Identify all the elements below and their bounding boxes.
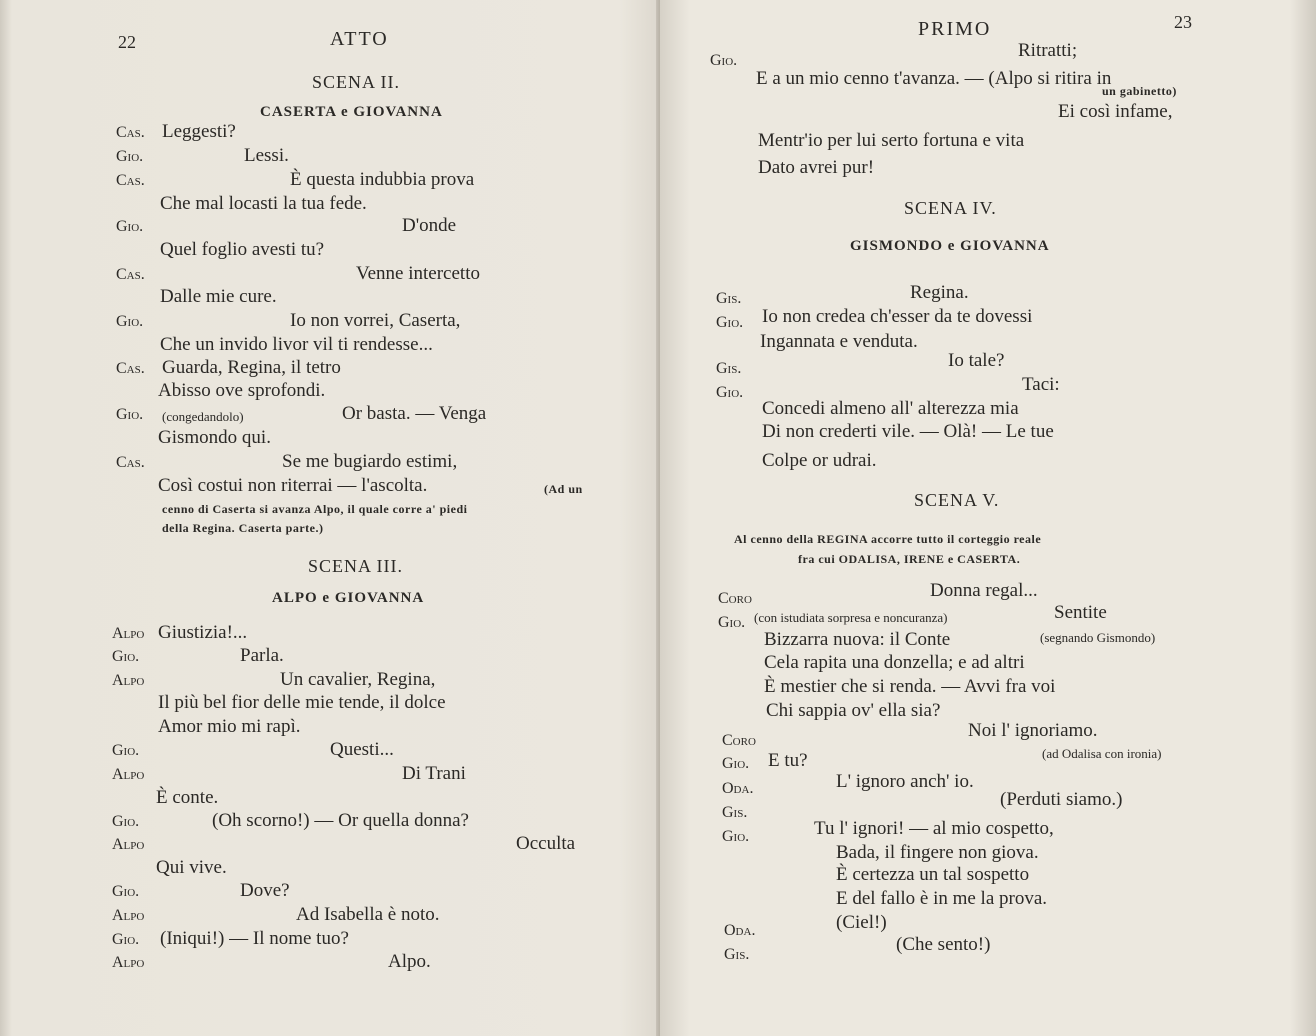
scene-title: SCENA II. [312,72,401,92]
dialogue-line: Dove? [240,880,290,901]
dialogue-line: È conte. [156,787,219,808]
dialogue-line: Di Trani [402,763,466,784]
dialogue-line: Abisso ove sprofondi. [158,380,326,401]
dialogue-line: Io non vorrei, Caserta, [290,310,461,331]
dialogue-line: Cela rapita una donzella; e ad altri [764,652,1025,673]
speaker: Alpo [112,836,145,853]
scene-title: SCENA III. [308,556,403,576]
dialogue-line: Noi l' ignoriamo. [968,720,1098,741]
speaker: Gio. [722,828,750,845]
dialogue-line: Ritratti; [1018,40,1078,61]
dialogue-line: Alpo. [388,951,431,972]
speaker: Alpo [112,625,145,642]
scene-characters: GISMONDO e GIOVANNA [850,238,1050,254]
dialogue-line: È mestier che si renda. — Avvi fra voi [764,676,1056,697]
dialogue-line: Così costui non riterrai — l'ascolta. [158,475,428,496]
dialogue-line: Il più bel fior delle mie tende, il dolce [158,692,446,713]
dialogue-line: Io tale? [948,350,1005,371]
speaker: Alpo [112,672,145,689]
speaker: Gis. [716,360,742,377]
speaker: Cas. [116,266,145,283]
dialogue-line: (Perduti siamo.) [1000,789,1123,810]
dialogue-line: (Ciel!) [836,912,887,933]
dialogue-line: Regina. [910,282,969,303]
speaker: Gio. [716,384,744,401]
dialogue-line: Giustizia!... [158,622,248,643]
speaker: Coro [718,590,752,607]
stage-direction: un gabinetto) [1102,84,1177,98]
dialogue-line: Che mal locasti la tua fede. [160,193,367,214]
dialogue-line: (Oh scorno!) — Or quella donna? [212,810,469,831]
speaker: Gio. [112,648,140,665]
dialogue-line: Che un invido livor vil ti rendesse... [160,334,433,355]
speaker: Gio. [112,931,140,948]
page-number-right: 23 [1174,12,1192,32]
speaker: Gio. [710,52,738,69]
right-page [660,0,1316,1036]
stage-direction: (Ad un [544,482,583,496]
dialogue-line: Concedi almeno all' alterezza mia [762,398,1019,419]
stage-direction: cenno di Caserta si avanza Alpo, il quale corre a' piedi [162,502,468,516]
stage-direction: (congedandolo) [162,409,244,424]
speaker: Alpo [112,766,145,783]
dialogue-line: Bizzarra nuova: il Conte [764,629,951,650]
stage-direction: della Regina. Caserta parte.) [162,521,324,535]
scene-characters: ALPO e GIOVANNA [272,590,425,606]
speaker: Gio. [112,742,140,759]
dialogue-line: (Iniqui!) — Il nome tuo? [160,928,349,949]
speaker: Cas. [116,360,145,377]
dialogue-line: Tu l' ignori! — al mio cospetto, [814,818,1054,839]
dialogue-line: Lessi. [244,145,289,166]
dialogue-line: Gismondo qui. [158,427,271,448]
speaker: Gio. [722,755,750,772]
dialogue-line: Or basta. — Venga [342,403,487,424]
dialogue-line: L' ignoro anch' io. [836,771,974,792]
dialogue-line: Dato avrei pur! [758,157,875,178]
dialogue-line: Mentr'io per lui serto fortuna e vita [758,130,1025,151]
dialogue-line: È certezza un tal sospetto [836,864,1030,885]
speaker: Gio. [112,813,140,830]
dialogue-line: Sentite [1054,602,1107,623]
dialogue-line: D'onde [402,215,457,236]
scene-title: SCENA V. [914,490,1000,510]
scene-characters: CASERTA e GIOVANNA [260,104,443,120]
speaker: Coro [722,732,756,749]
dialogue-line: (Che sento!) [896,934,991,955]
dialogue-line: Taci: [1022,374,1060,395]
dialogue-line: Di non crederti vile. — Olà! — Le tue [762,421,1054,442]
running-head-right: PRIMO [918,18,992,40]
dialogue-line: È questa indubbia prova [290,169,475,190]
dialogue-line: Amor mio mi rapì. [158,716,301,737]
stage-direction: Al cenno della REGINA accorre tutto il corteggio reale [734,532,1042,546]
speaker: Gio. [116,218,144,235]
dialogue-line: Se me bugiardo estimi, [282,451,458,472]
dialogue-line: Quel foglio avesti tu? [160,239,325,260]
speaker: Alpo [112,907,145,924]
running-head-left: ATTO [330,28,389,50]
speaker: Gio. [116,313,144,330]
stage-direction: (ad Odalisa con ironia) [1042,746,1162,761]
dialogue-line: E del fallo è in me la prova. [836,888,1048,909]
dialogue-line: Questi... [330,739,394,760]
dialogue-line: Ad Isabella è noto. [296,904,440,925]
dialogue-line: Leggesti? [162,121,236,142]
stage-direction: (con istudiata sorpresa e noncuranza) [754,610,948,625]
speaker: Gio. [116,406,144,423]
speaker: Alpo [112,954,145,971]
dialogue-line: Bada, il fingere non giova. [836,842,1039,863]
dialogue-line: Guarda, Regina, il tetro [162,357,341,378]
speaker: Gis. [724,946,750,963]
speaker: Oda. [722,780,754,797]
stage-direction: (segnando Gismondo) [1040,630,1156,645]
dialogue-line: Donna regal... [930,580,1038,601]
page-number-left: 22 [118,32,136,52]
speaker: Gis. [722,804,748,821]
dialogue-line: Occulta [516,833,576,854]
stage-direction: fra cui ODALISA, IRENE e CASERTA. [798,552,1021,566]
speaker: Gis. [716,290,742,307]
dialogue-line: Dalle mie cure. [160,286,277,307]
speaker: Cas. [116,454,145,471]
speaker: Oda. [724,922,756,939]
dialogue-line: Venne intercetto [356,263,480,284]
dialogue-line: Ei così infame, [1058,101,1173,122]
dialogue-line: Un cavalier, Regina, [280,669,436,690]
dialogue-line: E tu? [768,750,808,771]
dialogue-line: Parla. [240,645,284,666]
speaker: Gio. [112,883,140,900]
dialogue-line: Ingannata e venduta. [760,331,918,352]
dialogue-line: Io non credea ch'esser da te dovessi [762,306,1033,327]
speaker: Gio. [116,148,144,165]
speaker: Cas. [116,124,145,141]
dialogue-line: E a un mio cenno t'avanza. — (Alpo si ritira in [756,68,1112,89]
speaker: Gio. [718,614,746,631]
scene-title: SCENA IV. [904,198,997,218]
dialogue-line: Qui vive. [156,857,227,878]
dialogue-line: Colpe or udrai. [762,450,877,471]
dialogue-line: Chi sappia ov' ella sia? [766,700,941,721]
speaker: Gio. [716,314,744,331]
speaker: Cas. [116,172,145,189]
